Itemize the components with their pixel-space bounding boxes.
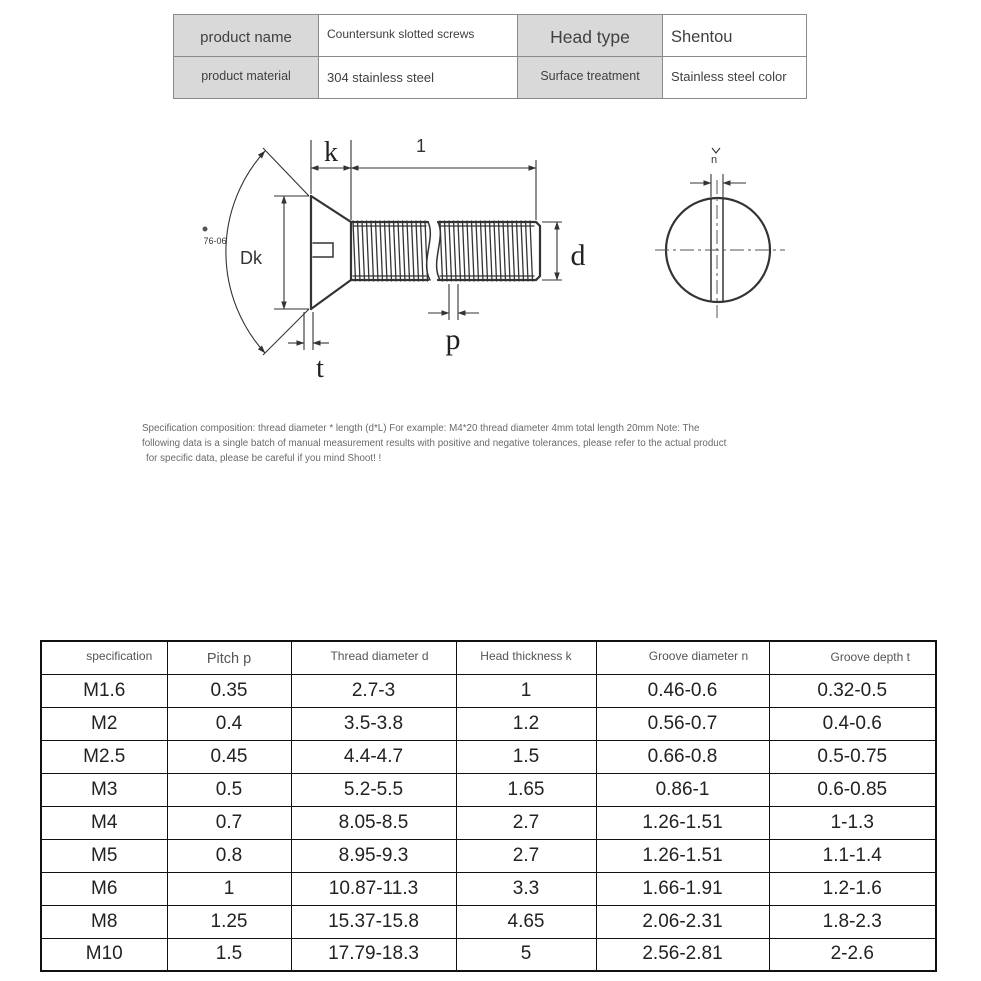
pitch-cell: 0.35 (167, 674, 291, 707)
head-type-value: Shentou (663, 15, 807, 57)
groove-depth-cell: 2-2.6 (769, 938, 936, 971)
head-thickness-cell: 1 (456, 674, 596, 707)
pitch-cell: 0.5 (167, 773, 291, 806)
spec-row (41, 806, 936, 839)
head-thickness-cell: 2.7 (456, 839, 596, 872)
spec-table-body (41, 674, 936, 971)
spec-row (41, 905, 936, 938)
spec-row (41, 740, 936, 773)
pitch-cell: 0.45 (167, 740, 291, 773)
t-label: t (316, 353, 324, 384)
angle-label: 76-06 (203, 236, 227, 246)
specification-cell: M2 (41, 707, 167, 740)
head-thickness-cell: 2.7 (456, 806, 596, 839)
angle-marker-dot (203, 227, 208, 232)
thread-diameter-cell: 5.2-5.5 (291, 773, 456, 806)
length-label: 1 (415, 136, 427, 156)
groove-depth-cell: 0.6-0.85 (769, 773, 936, 806)
groove-diameter-cell: 1.66-1.91 (596, 872, 769, 905)
product-info-table (173, 14, 807, 99)
specification-cell: M8 (41, 905, 167, 938)
material-label: product material (174, 57, 319, 99)
thread-diameter-cell: 17.79-18.3 (291, 938, 456, 971)
screw-side-view (311, 196, 540, 309)
product-name-value: Countersunk slotted screws (319, 15, 518, 57)
dk-label: Dk (240, 248, 262, 268)
pitch-cell: 1 (167, 872, 291, 905)
angle-line-bottom (263, 309, 309, 355)
pitch-cell: 0.4 (167, 707, 291, 740)
spec-row (41, 773, 936, 806)
groove-diameter-cell: 0.66-0.8 (596, 740, 769, 773)
thread-diameter-cell: 15.37-15.8 (291, 905, 456, 938)
specification-cell: M1.6 (41, 674, 167, 707)
groove-diameter-cell: 0.56-0.7 (596, 707, 769, 740)
specification-cell: M4 (41, 806, 167, 839)
groove-depth-cell: 1.1-1.4 (769, 839, 936, 872)
k-label: k (324, 137, 338, 168)
thread-diameter-cell: 3.5-3.8 (291, 707, 456, 740)
groove-depth-cell: 0.4-0.6 (769, 707, 936, 740)
spec-row (41, 674, 936, 707)
groove-diameter-cell: 1.26-1.51 (596, 839, 769, 872)
pitch-cell: 1.5 (167, 938, 291, 971)
head-type-label: Head type (518, 15, 663, 57)
groove-diameter-cell: 0.46-0.6 (596, 674, 769, 707)
head-thickness-cell: 1.65 (456, 773, 596, 806)
header-pitch: Pitch p (167, 641, 291, 674)
header-groove-depth: Groove depth t (769, 641, 936, 674)
thread-diameter-cell: 10.87-11.3 (291, 872, 456, 905)
p-label: p (445, 323, 461, 356)
specification-cell: M10 (41, 938, 167, 971)
header-head-thickness: Head thickness k (456, 641, 596, 674)
specification-cell: M6 (41, 872, 167, 905)
screw-top-view (655, 148, 785, 318)
thread-diameter-cell: 4.4-4.7 (291, 740, 456, 773)
d-label: d (570, 239, 586, 272)
groove-depth-cell: 1-1.3 (769, 806, 936, 839)
note-line: following data is a single batch of manual measurement results with positive and negative tolerances, please refer to the actual product (142, 438, 727, 449)
pitch-cell: 0.7 (167, 806, 291, 839)
specification-cell: M3 (41, 773, 167, 806)
head-thickness-cell: 4.65 (456, 905, 596, 938)
thread-diameter-cell: 2.7-3 (291, 674, 456, 707)
specification-table (40, 640, 937, 972)
thread-lines (353, 221, 534, 281)
head-thickness-cell: 5 (456, 938, 596, 971)
note-line: for specific data, please be careful if you mind Shoot! ! (146, 453, 382, 464)
product-info-row (174, 57, 807, 99)
spec-table-head (41, 641, 936, 674)
n-marker (712, 148, 720, 153)
groove-depth-cell: 0.32-0.5 (769, 674, 936, 707)
spec-row (41, 872, 936, 905)
specification-note (142, 421, 726, 466)
spec-row (41, 839, 936, 872)
header-thread-diameter: Thread diameter d (291, 641, 456, 674)
product-info-body (174, 15, 807, 99)
surface-treatment-label: Surface treatment (518, 57, 663, 99)
spec-header-row (41, 641, 936, 674)
header-specification: specification (41, 641, 167, 674)
thread-diameter-cell: 8.05-8.5 (291, 806, 456, 839)
groove-depth-cell: 1.8-2.3 (769, 905, 936, 938)
pitch-cell: 1.25 (167, 905, 291, 938)
groove-diameter-cell: 1.26-1.51 (596, 806, 769, 839)
note-line: Specification composition: thread diameter * length (d*L) For example: M4*20 thread diameter 4mm total length 20mm Note: The (142, 423, 700, 434)
product-name-label: product name (174, 15, 319, 57)
groove-depth-cell: 1.2-1.6 (769, 872, 936, 905)
groove-diameter-cell: 2.06-2.31 (596, 905, 769, 938)
slot-profile (313, 243, 333, 257)
groove-diameter-cell: 2.56-2.81 (596, 938, 769, 971)
n-label: n (710, 154, 718, 166)
screw-technical-drawing (0, 110, 981, 400)
head-thickness-cell: 1.5 (456, 740, 596, 773)
header-groove-diameter: Groove diameter n (596, 641, 769, 674)
pitch-cell: 0.8 (167, 839, 291, 872)
head-thickness-cell: 1.2 (456, 707, 596, 740)
angle-line-top (263, 148, 309, 196)
spec-row (41, 707, 936, 740)
shank-break-lines (427, 222, 441, 280)
spec-row (41, 938, 936, 971)
groove-diameter-cell: 0.86-1 (596, 773, 769, 806)
specification-cell: M5 (41, 839, 167, 872)
groove-depth-cell: 0.5-0.75 (769, 740, 936, 773)
surface-treatment-value: Stainless steel color (663, 57, 807, 99)
product-info-row (174, 15, 807, 57)
material-value: 304 stainless steel (319, 57, 518, 99)
specification-cell: M2.5 (41, 740, 167, 773)
countersunk-head-cone (311, 196, 351, 309)
head-thickness-cell: 3.3 (456, 872, 596, 905)
side-view-dimensions (226, 140, 562, 355)
thread-diameter-cell: 8.95-9.3 (291, 839, 456, 872)
